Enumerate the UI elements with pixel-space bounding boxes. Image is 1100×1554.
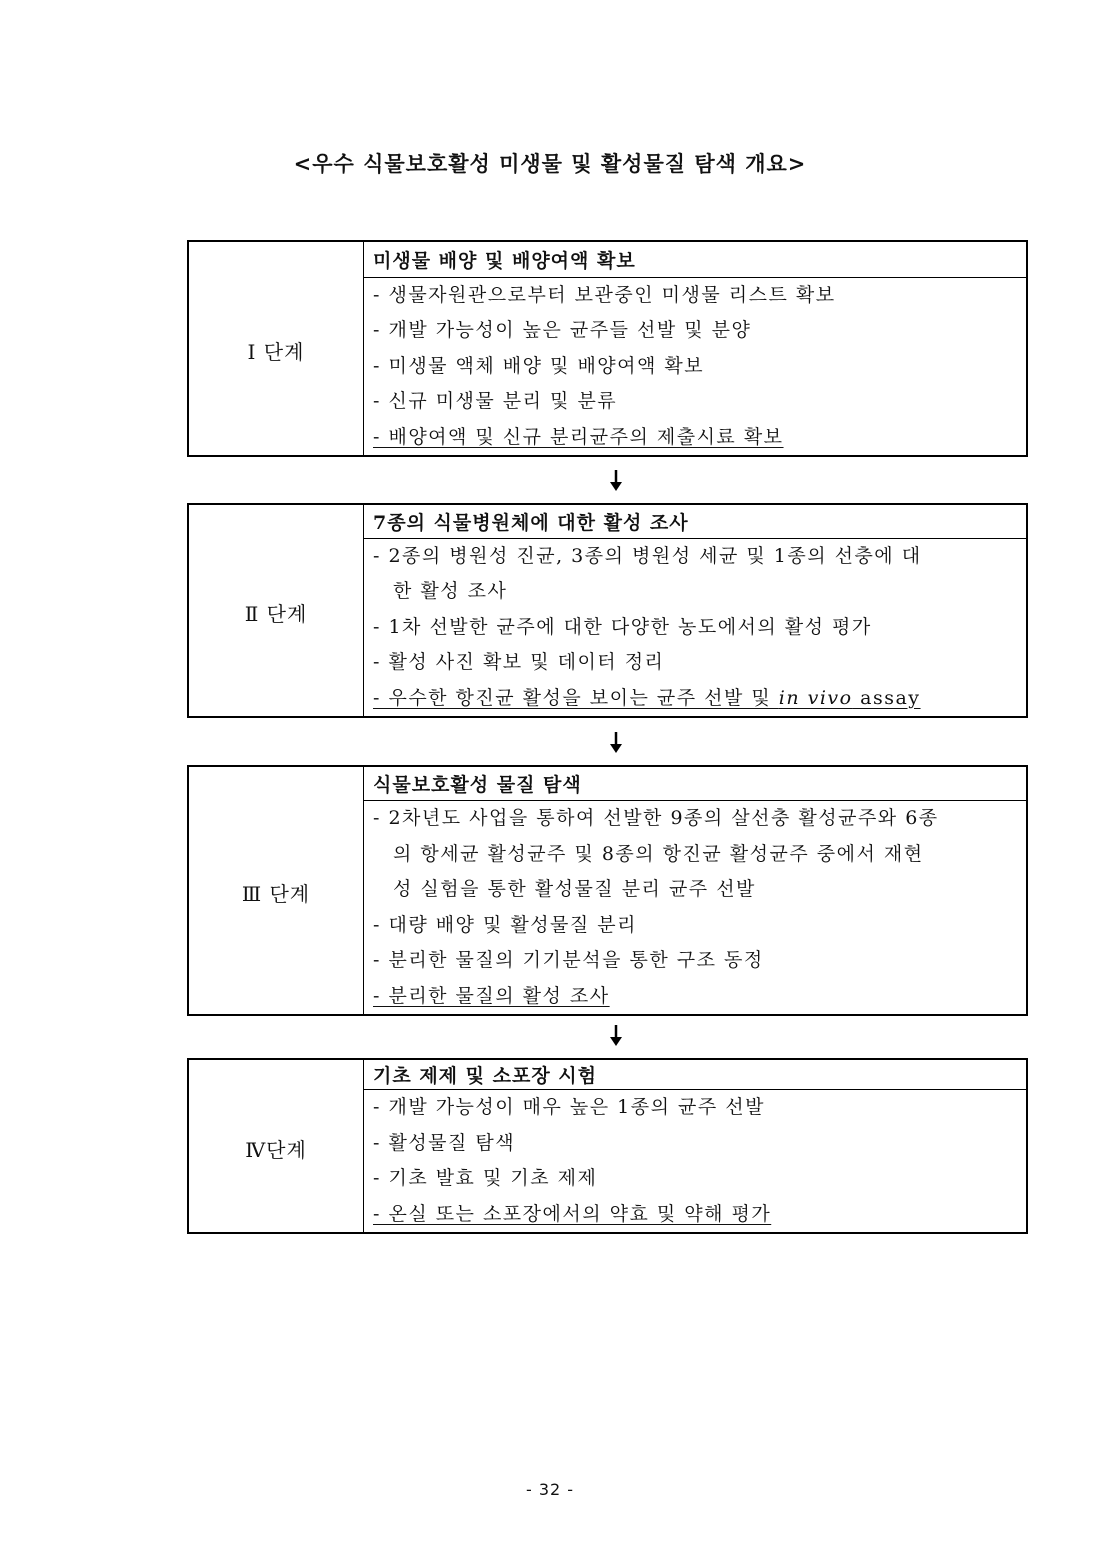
stage-item: - 온실 또는 소포장에서의 약효 및 약해 평가 <box>373 1202 772 1225</box>
stage-item: - 분리한 물질의 기기분석을 통한 구조 동정 <box>373 949 764 971</box>
stage-2-box <box>187 503 1028 718</box>
stage-item-text: - 우수한 항진균 활성을 보이는 균주 선발 및 <box>373 686 779 709</box>
stage-2-heading: 7종의 식물병원체에 대한 활성 조사 <box>364 505 1026 539</box>
stage-1-box <box>187 240 1028 457</box>
stage-item-text: - 2차년도 사업을 통하여 선발한 9종의 살선충 활성균주와 6종 <box>373 807 939 829</box>
down-arrow-icon <box>606 469 626 493</box>
stage-3-label: Ⅲ 단계 <box>189 767 364 1014</box>
stage-item: - 1차 선발한 균주에 대한 다양한 농도에서의 활성 평가 <box>373 615 872 638</box>
stage-4-heading: 기초 제제 및 소포장 시험 <box>364 1060 1026 1090</box>
stage-4-body <box>364 1060 1026 1232</box>
stage-item: - 미생물 액체 배양 및 배양여액 확보 <box>373 354 705 377</box>
stage-item: - 배양여액 및 신규 분리균주의 제출시료 확보 <box>373 425 784 448</box>
stage-item: - 활성물질 탐색 <box>373 1131 516 1154</box>
stage-4-box <box>187 1058 1028 1234</box>
stage-1-heading: 미생물 배양 및 배양여액 확보 <box>364 242 1026 278</box>
stage-item: - 신규 미생물 분리 및 분류 <box>373 390 618 412</box>
down-arrow-icon <box>606 731 626 755</box>
stage-item: - 대량 배양 및 활성물질 분리 <box>373 913 638 936</box>
stage-3-heading: 식물보호활성 물질 탐색 <box>364 767 1026 801</box>
stage-item-italic: in vivo <box>778 686 853 709</box>
stage-4-label: Ⅳ단계 <box>189 1060 364 1232</box>
stage-1-body <box>364 242 1026 455</box>
stage-1-label: Ⅰ 단계 <box>189 242 364 455</box>
stage-item <box>364 539 1026 610</box>
page-number: - 32 - <box>525 1480 575 1499</box>
stage-item: - 기초 발효 및 기초 제제 <box>373 1167 598 1189</box>
stage-3-body <box>364 767 1026 1014</box>
stage-item-continuation: 성 실험을 통한 활성물질 분리 균주 선발 <box>393 878 756 900</box>
down-arrow-icon <box>606 1024 626 1048</box>
stage-item-text: assay <box>852 686 921 709</box>
stage-2-body <box>364 505 1026 716</box>
stage-item: - 개발 가능성이 높은 균주들 선발 및 분양 <box>373 319 752 341</box>
stage-3-box <box>187 765 1028 1016</box>
stage-item: - 개발 가능성이 매우 높은 1종의 균주 선발 <box>373 1096 765 1118</box>
document-title: <우수 식물보호활성 미생물 및 활성물질 탐색 개요> <box>293 151 807 176</box>
stage-3-items <box>364 801 1026 1014</box>
stage-1-items <box>364 278 1026 456</box>
stage-item-continuation: 한 활성 조사 <box>393 580 508 602</box>
stage-item <box>364 801 1026 908</box>
stage-item-text: - 2종의 병원성 진균, 3종의 병원성 세균 및 1종의 선충에 대 <box>373 544 922 567</box>
stage-item: - 분리한 물질의 활성 조사 <box>373 984 610 1007</box>
stage-item <box>364 681 1026 717</box>
stage-2-items <box>364 539 1026 717</box>
stage-item-continuation: 의 항세균 활성균주 및 8종의 항진균 활성균주 중에서 재현 <box>393 842 924 865</box>
stage-item: - 활성 사진 확보 및 데이터 정리 <box>373 651 665 673</box>
stage-4-items <box>364 1090 1026 1232</box>
stage-2-label: Ⅱ 단계 <box>189 505 364 716</box>
stage-item: - 생물자원관으로부터 보관중인 미생물 리스트 확보 <box>373 283 836 306</box>
